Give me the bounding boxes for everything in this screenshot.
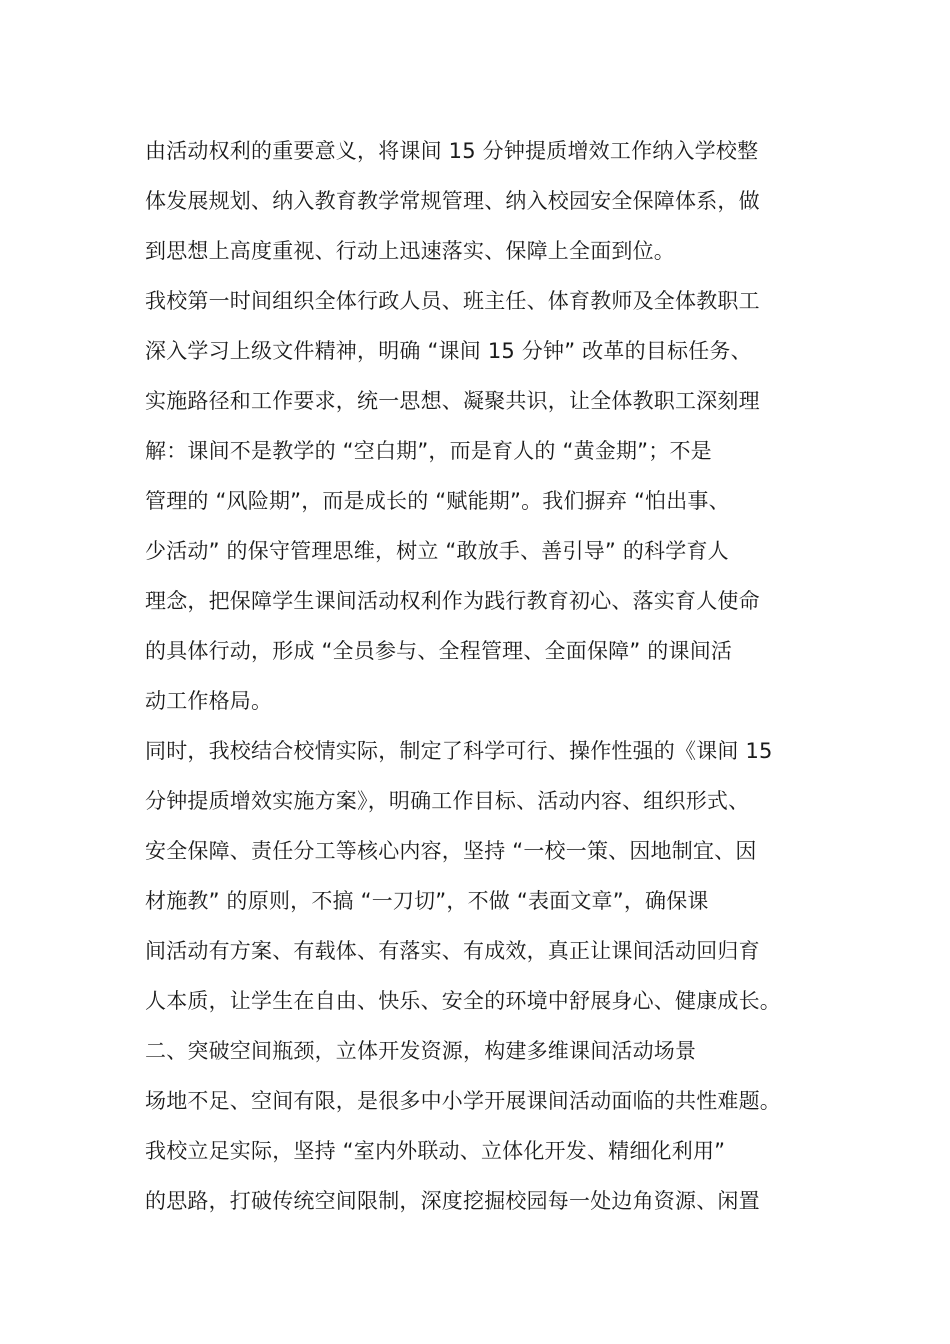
text-line: 安全保障、责任分工等核心内容，坚持 “一校一策、因地制宜、因 — [145, 839, 757, 863]
text-line: 场地不足、空间有限，是很多中小学开展课间活动面临的共性难题。 — [145, 1089, 781, 1113]
text-line: 的具体行动，形成 “全员参与、全程管理、全面保障” 的课间活 — [145, 639, 733, 663]
text-line: 动工作格局。 — [145, 689, 273, 713]
text-line: 管理的 “风险期”，而是成长的 “赋能期”。我们摒弃 “怕出事、 — [145, 489, 730, 513]
text-line: 我校立足实际，坚持 “室内外联动、立体化开发、精细化利用” — [145, 1139, 726, 1163]
text-line: 到思想上高度重视、行动上迅速落实、保障上全面到位。 — [145, 239, 675, 263]
text-line: 间活动有方案、有载体、有落实、有成效，真正让课间活动回归育 — [145, 939, 760, 963]
text-line: 理念，把保障学生课间活动权利作为践行教育初心、落实育人使命 — [145, 589, 760, 613]
text-line: 我校第一时间组织全体行政人员、班主任、体育教师及全体教职工 — [145, 289, 760, 313]
section-heading: 二、突破空间瓶颈，立体开发资源，构建多维课间活动场景 — [145, 1039, 697, 1063]
text-line: 实施路径和工作要求，统一思想、凝聚共识，让全体教职工深刻理 — [145, 389, 760, 413]
text-line: 深入学习上级文件精神，明确 “课间 15 分钟” 改革的目标任务、 — [145, 339, 752, 363]
text-line: 体发展规划、纳入教育教学常规管理、纳入校园安全保障体系，做 — [145, 189, 760, 213]
text-line: 分钟提质增效实施方案》，明确工作目标、活动内容、组织形式、 — [145, 789, 750, 813]
body-text — [145, 126, 845, 1226]
text-line: 人本质，让学生在自由、快乐、安全的环境中舒展身心、健康成长。 — [145, 989, 781, 1013]
text-line: 少活动” 的保守管理思维，树立 “敢放手、善引导” 的科学育人 — [145, 539, 729, 563]
text-line: 解：课间不是教学的 “空白期”，而是育人的 “黄金期”；不是 — [145, 439, 712, 463]
text-line: 材施教” 的原则，不搞 “一刀切”，不做 “表面文章”，确保课 — [145, 889, 709, 913]
text-line: 同时，我校结合校情实际，制定了科学可行、操作性强的《课间 15 — [145, 739, 773, 763]
text-line: 的思路，打破传统空间限制，深度挖掘校园每一处边角资源、闲置 — [145, 1189, 760, 1213]
text-line: 由活动权利的重要意义，将课间 15 分钟提质增效工作纳入学校整 — [145, 139, 759, 163]
